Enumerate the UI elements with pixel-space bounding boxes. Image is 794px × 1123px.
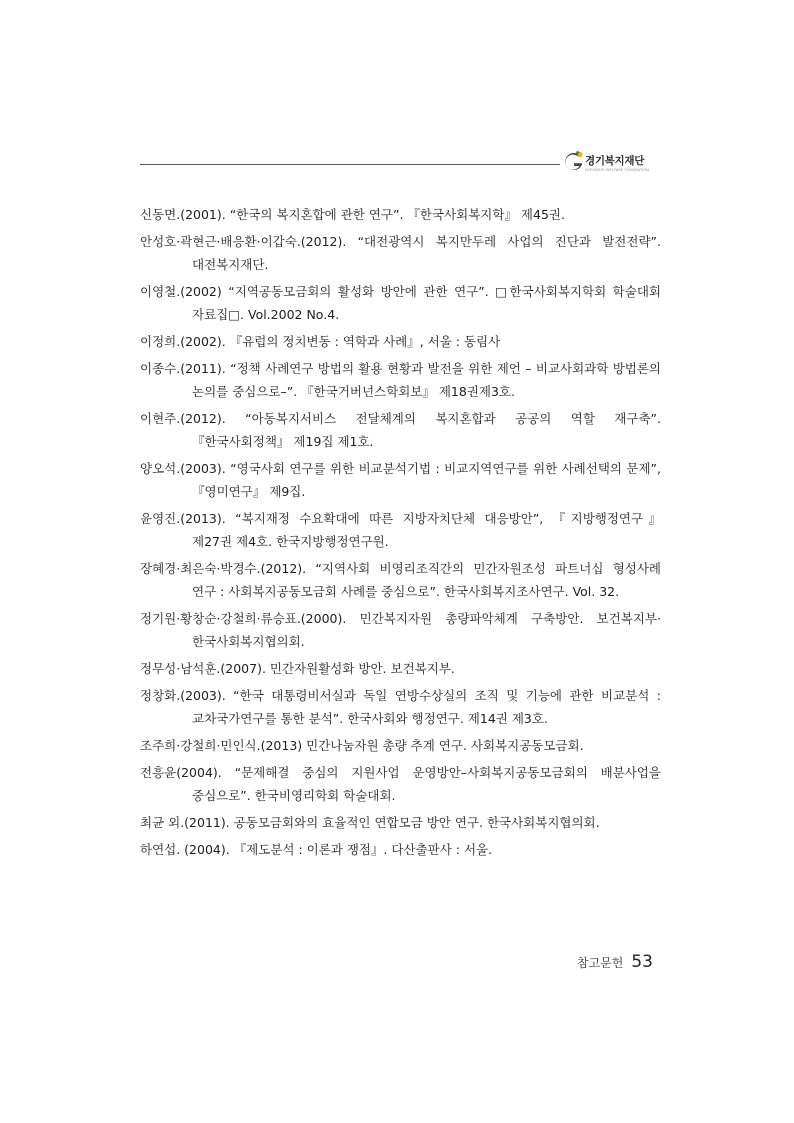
reference-item: 정무성·남석훈.(2007). 민간자원활성화 방안. 보건복지부.	[140, 661, 455, 676]
reference-item: 이현주.(2012). “아동복지서비스 전달체계의 복지혼합과 공공의 역할 재구축”. 『한국사회정책』 제19집 제1호.	[140, 411, 661, 449]
header-divider	[140, 164, 560, 165]
foundation-logo-icon	[563, 151, 585, 175]
reference-item: 최균 외.(2011). 공동모금회와의 효율적인 연합모금 방안 연구. 한국사회복지협의회.	[140, 815, 600, 830]
reference-list	[140, 203, 661, 865]
reference-item: 이영철.(2002) “지역공동모금회의 활성화 방안에 관한 연구”. □한국사회복지학회 학술대회 자료집□. Vol.2002 No.4.	[140, 284, 661, 322]
reference-item: 조주희·강철희·민인식.(2013) 민간나눔자원 총량 추계 연구. 사회복지공동모금회.	[140, 738, 584, 753]
page-number: 53	[631, 952, 653, 972]
reference-item: 양오석.(2003). “영국사회 연구를 위한 비교분석기법 : 비교지역연구를 위한 사례선택의 문제”, 『영미연구』 제9집.	[140, 461, 661, 499]
reference-item: 안성호·곽현근·배응환·이갑숙.(2012). “대전광역시 복지만두레 사업의 진단과 발전전략”. 대전복지재단.	[140, 234, 661, 272]
org-name-en: GYEONGGI WELFARE FOUNDATION	[585, 168, 650, 172]
reference-item: 정기원·황창순·강철희·류승표.(2000). 민간복지자원 총량파악체계 구축방안. 보건복지부·한국사회복지협의회.	[140, 611, 661, 649]
section-label: 참고문헌	[576, 956, 624, 970]
foundation-logo	[563, 151, 661, 177]
reference-item: 이종수.(2011). “정책 사례연구 방법의 활용 현황과 발전을 위한 제언 – 비교사회과학 방법론의 논의를 중심으로–”. 『한국거버넌스학회보』 제18권제3호.	[140, 361, 661, 399]
page-footer	[577, 952, 653, 972]
reference-item: 이정희.(2002). 『유럽의 정치변동 : 역학과 사례』, 서울 : 동림사	[140, 334, 501, 349]
reference-item: 전흥윤(2004). “문제해결 중심의 지원사업 운영방안–사회복지공동모금회의 배분사업을 중심으로”. 한국비영리학회 학술대회.	[140, 765, 661, 803]
reference-item: 정창화.(2003). “한국 대통령비서실과 독일 연방수상실의 조직 및 기능에 관한 비교분석 : 교차국가연구를 통한 분석”. 한국사회와 행정연구. 제14권 제3호.	[140, 688, 661, 726]
org-name: 경기복지재단	[585, 155, 645, 167]
reference-item: 신동면.(2001). “한국의 복지혼합에 관한 연구”. 『한국사회복지학』 제45권.	[140, 207, 565, 222]
reference-item: 윤영진.(2013). “복지재정 수요확대에 따른 지방자치단체 대응방안”, 『지방행정연구』 제27권 제4호. 한국지방행정연구원.	[140, 511, 661, 549]
reference-item: 하연섭. (2004). 『제도분석 : 이론과 쟁점』. 다산출판사 : 서울.	[140, 842, 493, 857]
reference-item: 장혜경·최은숙·박경수.(2012). “지역사회 비영리조직간의 민간자원조성 파트너십 형성사례 연구 : 사회복지공동모금회 사례를 중심으로”. 한국사회복지조사연구. Vol. 32.	[140, 561, 661, 599]
